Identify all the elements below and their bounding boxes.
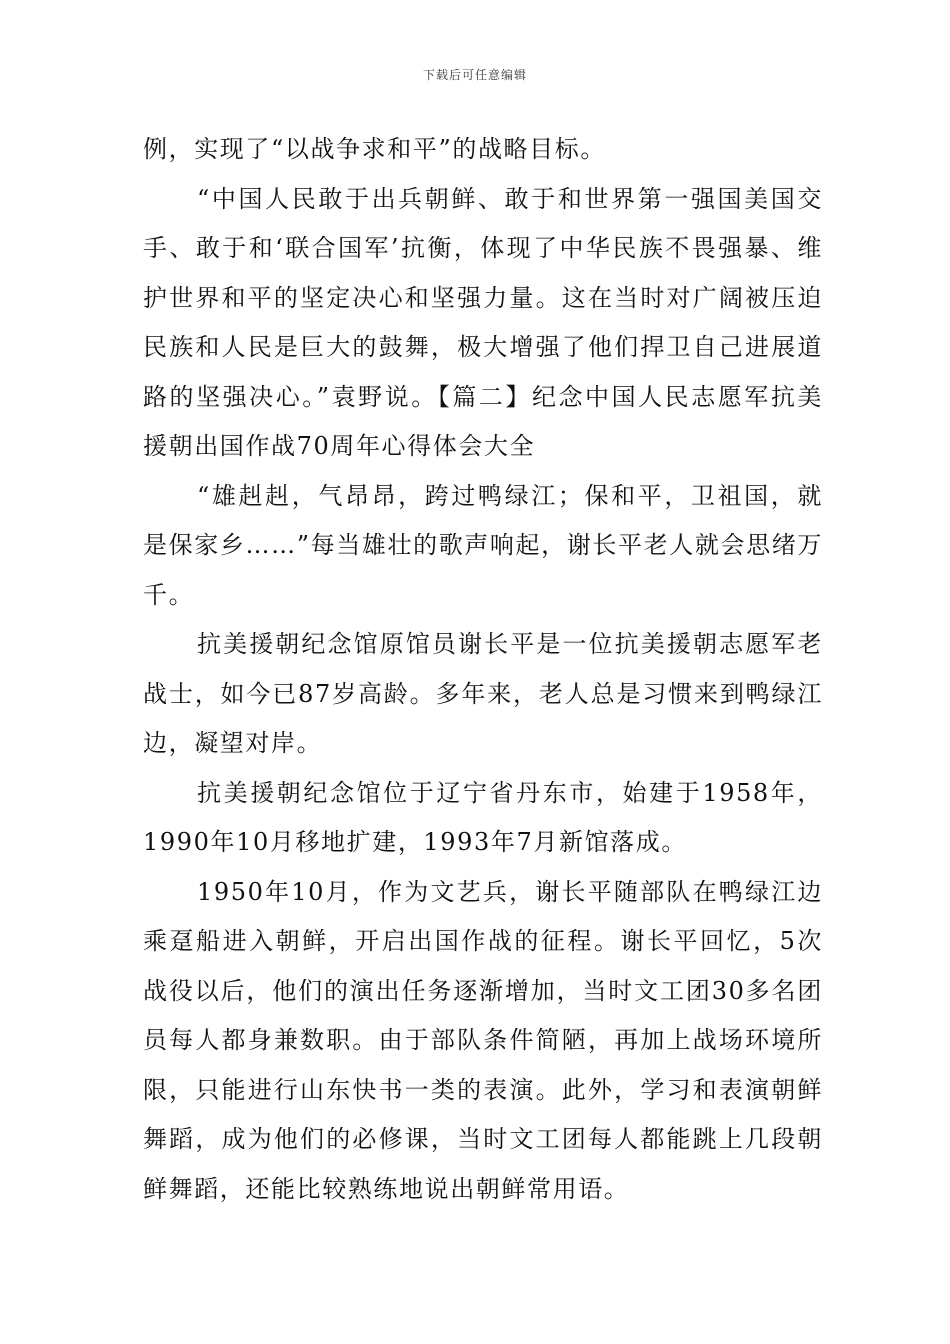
paragraph-2: “中国人民敢于出兵朝鲜、敢于和世界第一强国美国交手、敢于和‘联合国军’抗衡，体现了中华民族不畏强暴、维护世界和平的坚定决心和坚强力量。这在当时对广阔被压迫民族和人民是巨大的鼓舞，极大增强了他们捍卫自己进展道路的坚强决心。”袁野说。【篇二】纪念中国人民志愿军抗美援朝出国作战70周年心得体会大全	[143, 184, 823, 460]
paragraph-5: 抗美援朝纪念馆位于辽宁省丹东市，始建于1958年，1990年10月移地扩建，1993年7月新馆落成。	[143, 778, 823, 856]
document-body	[143, 125, 823, 1214]
page-header: 下载后可任意编辑	[422, 68, 527, 82]
paragraph-4: 抗美援朝纪念馆原馆员谢长平是一位抗美援朝志愿军老战士，如今已87岁高龄。多年来，老人总是习惯来到鸭绿江边，凝望对岸。	[143, 630, 823, 757]
paragraph-3: “雄赳赳，气昂昂，跨过鸭绿江；保和平，卫祖国，就是保家乡……”每当雄壮的歌声响起，谢长平老人就会思绪万千。	[143, 481, 823, 609]
paragraph-1: 例，实现了“以战争求和平”的战略目标。	[143, 135, 606, 163]
paragraph-6: 1950年10月，作为文艺兵，谢长平随部队在鸭绿江边乘趸船进入朝鲜，开启出国作战的征程。谢长平回忆，5次战役以后，他们的演出任务逐渐增加，当时文工团30多名团员每人都身兼数职。由于部队条件简陋，再加上战场环境所限，只能进行山东快书一类的表演。此外，学习和表演朝鲜舞蹈，成为他们的必修课，当时文工团每人都能跳上几段朝鲜舞蹈，还能比较熟练地说出朝鲜常用语。	[143, 877, 823, 1203]
